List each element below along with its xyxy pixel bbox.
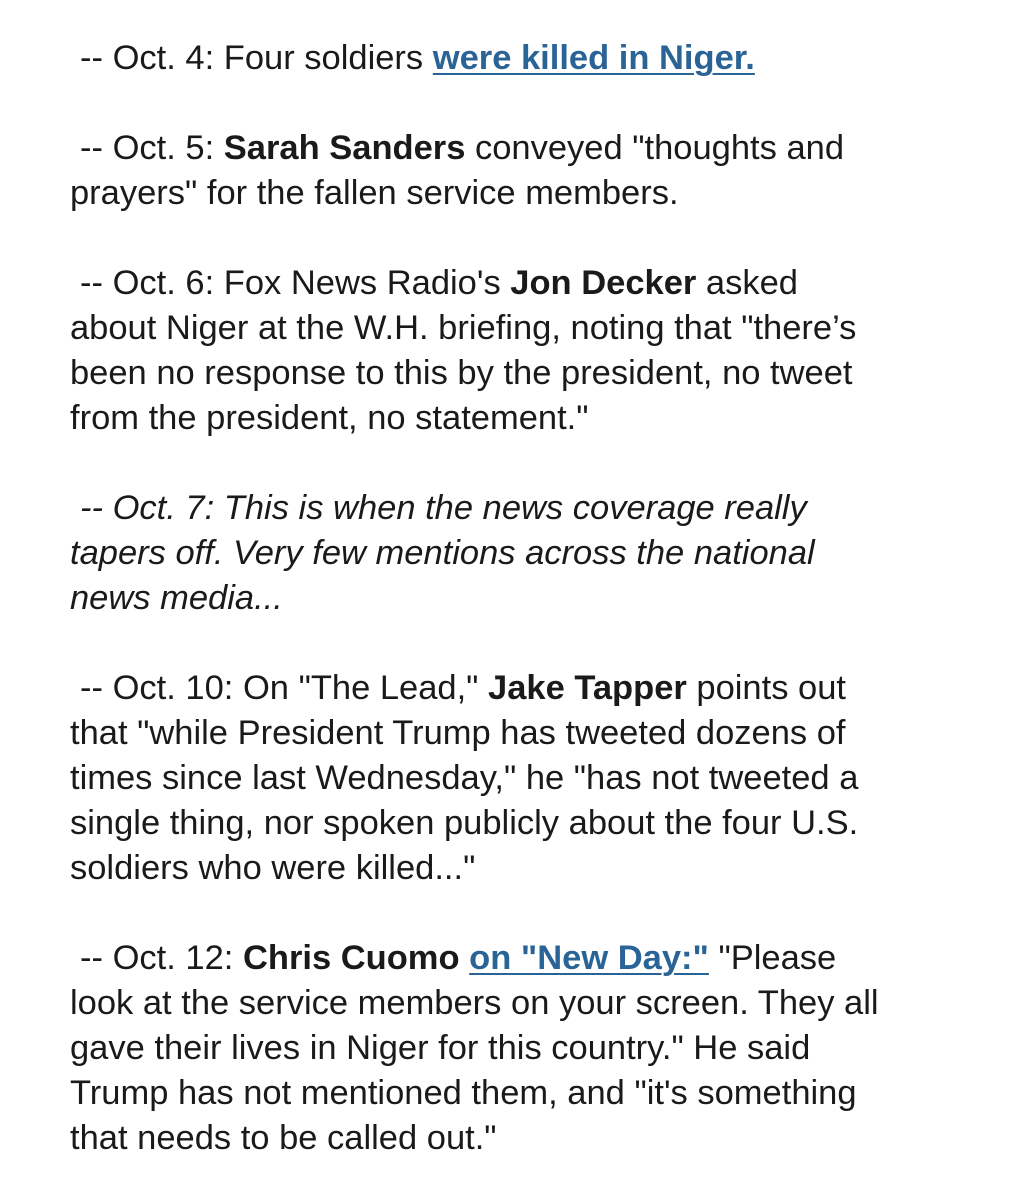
entry-date: -- Oct. 10: [80, 669, 234, 707]
timeline-entry-oct-12 [70, 936, 970, 1161]
entry-text: been no response to this by the president, no tweet [70, 354, 853, 392]
entry-text: gave their lives in Niger for this country." He said [70, 1029, 811, 1067]
entry-text: that needs to be called out." [70, 1119, 497, 1157]
entry-text: conveyed "thoughts and [465, 129, 845, 167]
entry-text: points out [686, 669, 847, 707]
person-name: Sarah Sanders [223, 129, 466, 167]
entry-text: Four soldiers [214, 39, 433, 77]
entry-text: times since last Wednesday," he "has not tweeted a [70, 759, 859, 797]
person-name: Jon Decker [510, 264, 697, 302]
entry-text: tapers off. Very few mentions across the national [70, 534, 815, 572]
entry-text: from the president, no statement." [70, 399, 589, 437]
entry-date: -- Oct. 7: [80, 489, 215, 527]
entry-date: -- Oct. 4: [80, 39, 215, 77]
entry-text: soldiers who were killed..." [70, 849, 476, 887]
entry-text: Trump has not mentioned them, and "it's something [70, 1074, 857, 1112]
entry-date: -- Oct. 6: [80, 264, 215, 302]
entry-text: single thing, nor spoken publicly about the four U.S. [70, 804, 859, 842]
entry-text: news media... [70, 579, 283, 617]
timeline-entry-oct-10 [70, 666, 970, 891]
entry-text: that "while President Trump has tweeted dozens of [70, 714, 846, 752]
entry-text: asked [696, 264, 798, 302]
entry-text: "Please [708, 939, 837, 977]
person-name: Jake Tapper [488, 669, 687, 707]
entry-text: prayers" for the fallen service members. [70, 174, 679, 212]
entry-text: Fox News Radio's [214, 264, 511, 302]
person-name: Chris Cuomo [242, 939, 460, 977]
timeline-entry-oct-6 [70, 261, 970, 441]
timeline-entry-oct-5 [70, 126, 970, 216]
new-day-link[interactable]: on "New Day:" [469, 939, 709, 977]
entry-text: look at the service members on your screen. They all [70, 984, 879, 1022]
entry-date: -- Oct. 12: [80, 939, 234, 977]
entry-text: On "The Lead," [233, 669, 489, 707]
timeline-entry-oct-7 [70, 486, 970, 621]
entry-date: -- Oct. 5: [80, 129, 215, 167]
niger-killed-link[interactable]: were killed in Niger. [432, 39, 755, 77]
entry-text: about Niger at the W.H. briefing, noting that "there’s [70, 309, 857, 347]
timeline-entry-oct-4 [70, 36, 970, 81]
entry-text: This is when the news coverage really [214, 489, 807, 527]
article-excerpt [70, 36, 970, 1161]
